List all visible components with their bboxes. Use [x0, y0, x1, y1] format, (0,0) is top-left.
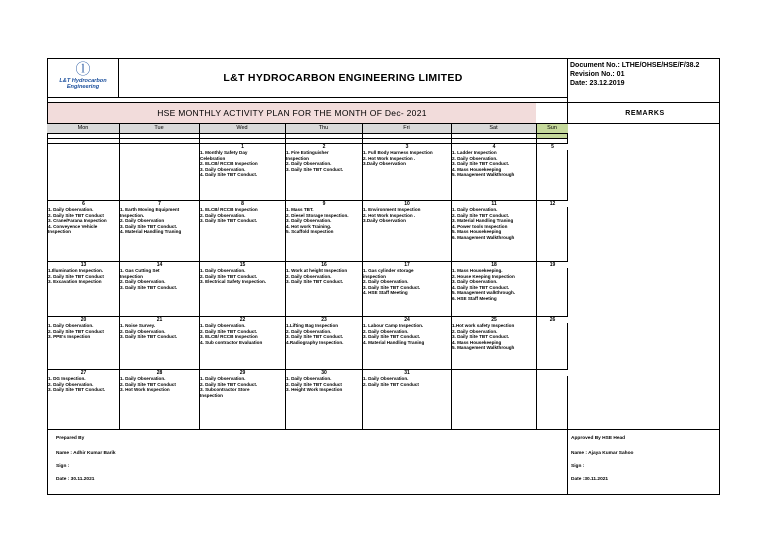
activity-item: 2. Hot Work Inspection . [363, 155, 416, 161]
activity-item: 6. Management Walkthrough [452, 234, 515, 240]
date-cell: 8 [200, 201, 285, 207]
activity-list [536, 376, 568, 429]
activity-item: 1. DG Inspection. [48, 376, 86, 381]
activity-item: 1.Lifting Bag Inspection [286, 323, 339, 328]
activity-item: 2. Daily Site TBT Conduct. [452, 212, 510, 218]
date-cell: 9 [286, 201, 362, 207]
activity-list [285, 376, 362, 429]
remarks-heading: REMARKS [625, 109, 665, 117]
activity-item: 3. Daily Site TBT Conduct. [120, 284, 178, 290]
activity-item: 3. Daily Site TBT Conduct. [286, 334, 344, 340]
activity-item: 3. Material Handling Traning [452, 218, 514, 224]
activity-item: 3. Subcontractor Store [200, 387, 250, 393]
activity-item: 1. Noise Survey. [120, 323, 156, 328]
activity-item: 3. Electrical Safety Inspection. [200, 279, 267, 285]
activity-list [199, 376, 285, 429]
date-cell: 30 [286, 370, 362, 376]
activity-list [119, 323, 199, 369]
logo-name-line-1: L&T Hydrocarbon [59, 78, 107, 84]
activity-item: 5. Management Walkthrough [452, 345, 515, 351]
activity-item: 2. Daily Observation. [286, 273, 332, 279]
activity-item: 4. Conveyence Vehicle [48, 223, 98, 229]
activity-item: 2. Daily Site TBT Conduct. [200, 273, 258, 279]
activity-item: 4. Hot work Training. [286, 223, 332, 229]
activity-item: 3. Daily Site TBT Conduct. [363, 334, 421, 340]
activity-item: Inspection [48, 229, 71, 235]
activity-item: 3. Crane/Farana Inspection [48, 218, 107, 224]
activity-item: 3. Daily Site TBT Conduct. [452, 334, 510, 340]
activity-list [47, 150, 119, 200]
prepared-by-label: Prepared By [56, 436, 85, 441]
activity-item: 1. Full Body Harness Inspection [363, 150, 433, 155]
date-cell: 4 [452, 144, 536, 150]
activity-item: 1.Illumination Inspection. [48, 268, 104, 273]
date-cell: 13 [48, 262, 119, 268]
document-date: Date: 23.12.2019 [570, 80, 625, 87]
activity-list [199, 150, 285, 200]
date-cell: 28 [120, 370, 199, 376]
date-cell: 31 [363, 370, 451, 376]
date-cell: 3 [363, 144, 451, 150]
activity-item: 3. Daily Site TBT Conduct. [286, 279, 344, 285]
revision-number: Revision No.: 01 [570, 71, 625, 78]
activity-item: 2. Daily Site TBT Conduct [48, 328, 104, 334]
activity-item: 2. Diesel Storage Inspection. [286, 212, 349, 218]
date-cell: 27 [48, 370, 119, 376]
date-cell: 24 [363, 317, 451, 323]
date-cell: 10 [363, 201, 451, 207]
date-cell: 2 [286, 144, 362, 150]
activity-list [451, 323, 536, 369]
activity-item: 1. Earth Moving Equipment [120, 207, 180, 212]
activity-item: 1. Ladder Inspection [452, 150, 497, 155]
activity-item: 2. Daily Observation. [120, 328, 166, 334]
day-header-fri: Fri [362, 124, 451, 133]
activity-item: 2. Daily Site TBT Conduct. [200, 381, 258, 387]
activity-item: 3. Excavation Inspection [48, 279, 102, 285]
activity-item: 4. Material Handling Traning [363, 339, 425, 345]
activity-item: 1. Daily Observation. [200, 268, 246, 273]
activity-list [451, 376, 536, 429]
activity-item: 4. Mass Housekeeping [452, 339, 502, 345]
activity-item: 1. Daily Observation. [200, 376, 246, 381]
activity-item: 3. Daily Site TBT Conduct. [120, 334, 178, 340]
activity-item: 3. Height Work Inspection [286, 387, 343, 393]
activity-item: Inspection [286, 155, 309, 161]
activity-item: 2. Daily Site TBT Conduct. [200, 328, 258, 334]
document-number: Document No.: LTHE/OHSE/HSE/F/38.2 [570, 62, 700, 69]
company-logo [48, 59, 118, 96]
activity-item: 2. Daily Site TBT Conduct [48, 273, 104, 279]
activity-item: 1. Daily Observation. [48, 207, 94, 212]
activity-list [362, 268, 451, 316]
day-header-sun: Sun [536, 124, 568, 133]
prepared-by-date: Date : 30.11.2021 [56, 477, 95, 482]
prepared-by-name: Name : Adhir Kumar Barik [56, 451, 116, 456]
activity-item: 4. Material Handling Traning [120, 229, 182, 235]
activity-item: 3. Hot Work Inspection [120, 387, 170, 393]
day-header-thu: Thu [285, 124, 362, 133]
activity-item: 2. Daily Site TBT Conduct [120, 381, 176, 387]
approved-by-label: Approved By HSE Head [571, 436, 626, 441]
activity-item: 4. Mass Housekeeping [452, 166, 502, 172]
activity-item: 1. Monthly Safety Day [200, 150, 248, 155]
activity-item: 5. Scaffold Inspection [286, 229, 334, 235]
day-header-tue: Tue [119, 124, 199, 133]
activity-list [47, 376, 119, 429]
activity-item: 6. HSE Staff Meeting [452, 295, 497, 301]
activity-item: 2. Daily Observation. [200, 212, 246, 218]
date-cell: 25 [452, 317, 536, 323]
activity-list [199, 268, 285, 316]
date-cell: 12 [537, 201, 568, 207]
activity-item: 3. Daily Observation. [286, 218, 332, 224]
activity-item: 1.Hot work safety Inspection [452, 323, 515, 328]
activity-list [285, 207, 362, 261]
activity-list [47, 268, 119, 316]
activity-item: 1. Daily Observation. [48, 323, 94, 328]
activity-list [119, 268, 199, 316]
activity-item: 1. Environment Inspection [363, 207, 421, 212]
activity-item: 2. Daily Site TBT Conduct [363, 381, 419, 387]
activity-list [536, 268, 568, 316]
date-cell: 19 [537, 262, 568, 268]
activity-item: 2. Daily Observation. [452, 328, 498, 334]
date-cell: 14 [120, 262, 199, 268]
activity-item: 2. Hot Work Inspection . [363, 212, 416, 218]
activity-item: 3. Daily Site TBT Conduct. [120, 223, 178, 229]
activity-item: Inspection [120, 273, 143, 279]
activity-item: 1. Daily Observation. [200, 323, 246, 328]
date-cell: 22 [200, 317, 285, 323]
activity-item: 4. Power tools Inspection [452, 223, 508, 229]
activity-list [199, 207, 285, 261]
activity-item: 5. Mass Housekeeping [452, 229, 502, 235]
date-cell: 23 [286, 317, 362, 323]
day-header-sat: Sat [451, 124, 536, 133]
activity-list [119, 150, 199, 200]
activity-item: 2. Daily Observation [120, 218, 165, 224]
activity-item: 2. Daily Observation. [286, 161, 332, 167]
approved-by-date: Date :30.11.2021 [571, 477, 609, 482]
activity-item: 3. PPE's Inspection [48, 334, 91, 340]
activity-item: 1. Labour Camp Inspection. [363, 323, 424, 328]
date-cell: 17 [363, 262, 451, 268]
date-cell: 18 [452, 262, 536, 268]
activity-list [285, 268, 362, 316]
activity-item: 1. Daily Observation. [452, 207, 498, 212]
activity-item: 2. Daily Observation. [120, 279, 166, 285]
activity-item: 3. ELCB/ RCCB Inspection [200, 334, 258, 340]
day-header-mon: Mon [47, 124, 119, 133]
activity-item: 1. Daily Observation. [120, 376, 166, 381]
date-cell: 5 [537, 144, 568, 150]
activity-item: 3. Daily Site TBT Conduct. [48, 387, 106, 393]
date-cell: 29 [200, 370, 285, 376]
activity-list [47, 323, 119, 369]
activity-list [199, 323, 285, 369]
activity-list [362, 376, 451, 429]
activity-item: 3. Daily Site TBT Conduct. [452, 161, 510, 167]
activity-list [362, 150, 451, 200]
date-cell: 26 [537, 317, 568, 323]
activity-list [362, 207, 451, 261]
activity-list [536, 323, 568, 369]
activity-item: 5. Management walkthrough. [452, 290, 516, 296]
activity-item: 1. Daily Observation. [363, 376, 409, 381]
activity-item: 3. Daily Observation. [200, 166, 246, 172]
activity-item: 3. Daily Site TBT Conduct. [286, 166, 344, 172]
activity-item: inspection [363, 273, 386, 279]
activity-item: 3. Daily Site TBT Conduct. [363, 284, 421, 290]
activity-item: 2. House Keeping Inspection [452, 273, 515, 279]
activity-item: 3. Daily Site TBT Conduct. [200, 218, 258, 224]
activity-item: Inspection [200, 392, 223, 398]
activity-item: 1. Fire Extinguisher [286, 150, 329, 155]
date-cell: 21 [120, 317, 199, 323]
activity-item: Inspection. [120, 212, 145, 218]
activity-list [536, 207, 568, 261]
activity-list [451, 207, 536, 261]
activity-item: 2. Daily Observation. [286, 328, 332, 334]
activity-list [451, 150, 536, 200]
logo-name-line-2: Engineering [66, 84, 100, 90]
activity-item: 4. Daily Site TBT Conduct. [452, 284, 510, 290]
plan-title: HSE MONTHLY ACTIVITY PLAN FOR THE MONTH OF Dec- 2021 [48, 103, 536, 123]
activity-list [285, 323, 362, 369]
activity-item: 1. Mass Housekeeping. [452, 268, 503, 273]
activity-item: 2. Daily Observation. [363, 279, 409, 285]
date-cell: 16 [286, 262, 362, 268]
activity-item: 2. ELCB/ RCCB Inspection [200, 161, 258, 167]
company-name: L&T HYDROCARBON ENGINEERING LIMITED [223, 71, 463, 84]
activity-list [285, 150, 362, 200]
activity-item: 2. Daily Site TBT Conduct [286, 381, 342, 387]
date-cell: 15 [200, 262, 285, 268]
activity-item: 4.Radiography Inspection. [286, 339, 344, 345]
activity-item: Celebration [200, 155, 226, 161]
prepared-by-sign: Sign : [56, 464, 70, 469]
activity-item: 2. Daily Observation. [452, 155, 498, 161]
activity-item: 4. Sub contractor Evaluation [200, 339, 263, 345]
activity-item: 2. Daily Site TBT Conduct [48, 212, 104, 218]
activity-item: 1. Mass TBT. [286, 207, 314, 212]
approved-by-name: Name : Ajaya Kumar Sahoo [571, 451, 634, 456]
activity-item: 1. Daily Observation. [286, 376, 332, 381]
date-cell: 20 [48, 317, 119, 323]
activity-list [47, 207, 119, 261]
activity-list [362, 323, 451, 369]
activity-list [451, 268, 536, 316]
activity-list [536, 150, 568, 200]
activity-item: 1. ELCB/ RCCB Inspection [200, 207, 258, 212]
lt-logo-icon: ⓛ [75, 61, 91, 78]
activity-item: 3.Daily Observation [363, 161, 406, 167]
activity-item: 5. Management Walkthrough [452, 172, 515, 178]
activity-list [119, 207, 199, 261]
activity-item: 4. HSE Staff Meeting [363, 290, 408, 296]
activity-item: 1. Work at height Inspection [286, 268, 348, 273]
activity-item: 1. Gas cylinder storage [363, 268, 414, 273]
day-header-wed: Wed [199, 124, 285, 133]
document-info [570, 61, 720, 88]
activity-item: 3. Daily Observation. [452, 279, 498, 285]
activity-item: 2. Daily Observation. [363, 328, 409, 334]
date-cell: 1 [200, 144, 285, 150]
activity-item: 1. Gas Cutting Set [120, 268, 160, 273]
activity-item: 4. Daily Site TBT Conduct. [200, 172, 258, 178]
activity-list [119, 376, 199, 429]
date-cell: 11 [452, 201, 536, 207]
date-cell: 7 [120, 201, 199, 207]
activity-item: 2. Daily Observation. [48, 381, 94, 387]
approved-by-sign: Sign : [571, 464, 585, 469]
activity-item: 3.Daily Observation [363, 218, 406, 224]
date-cell: 6 [48, 201, 119, 207]
